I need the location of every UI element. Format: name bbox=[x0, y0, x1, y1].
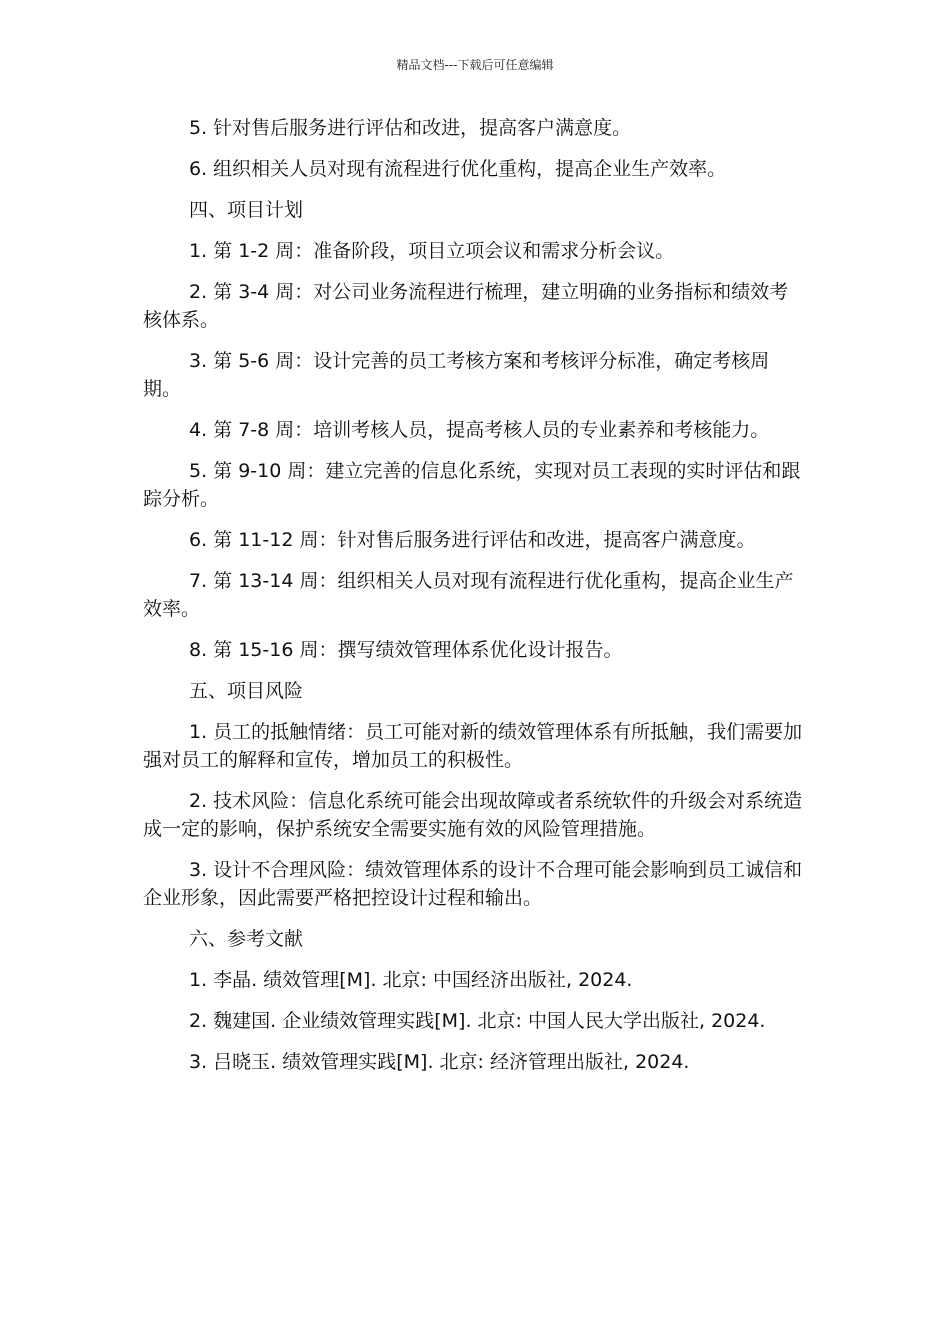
list-item-after-sales: 5. 针对售后服务进行评估和改进，提高客户满意度。 bbox=[189, 117, 632, 139]
plan-item-week-1-2: 1. 第 1-2 周：准备阶段，项目立项会议和需求分析会议。 bbox=[189, 240, 675, 262]
risk-item-design: 3. 设计不合理风险：绩效管理体系的设计不合理可能会影响到员工诚信和企业形象，因此需要严格把控设计过程和输出。 bbox=[143, 859, 803, 909]
reference-item-3: 3. 吕晓玉. 绩效管理实践[M]. 北京: 经济管理出版社, 2024. bbox=[189, 1051, 690, 1073]
plan-item-week-9-10: 5. 第 9-10 周：建立完善的信息化系统，实现对员工表现的实时评估和跟踪分析。 bbox=[143, 460, 801, 510]
section-heading-project-risk: 五、项目风险 bbox=[189, 680, 304, 702]
plan-item-week-13-14: 7. 第 13-14 周：组织相关人员对现有流程进行优化重构，提高企业生产效率。 bbox=[143, 570, 794, 620]
reference-item-2: 2. 魏建国. 企业绩效管理实践[M]. 北京: 中国人民大学出版社, 2024. bbox=[189, 1010, 766, 1032]
list-item-process-optimization: 6. 组织相关人员对现有流程进行优化重构，提高企业生产效率。 bbox=[189, 158, 727, 180]
section-heading-references: 六、参考文献 bbox=[189, 928, 304, 950]
reference-item-1: 1. 李晶. 绩效管理[M]. 北京: 中国经济出版社, 2024. bbox=[189, 969, 633, 991]
plan-item-week-7-8: 4. 第 7-8 周：培训考核人员，提高考核人员的专业素养和考核能力。 bbox=[189, 419, 770, 441]
page-header: 精品文档---下载后可任意编辑 bbox=[396, 58, 554, 72]
plan-item-week-5-6: 3. 第 5-6 周：设计完善的员工考核方案和考核评分标准，确定考核周期。 bbox=[143, 350, 770, 400]
plan-item-week-15-16: 8. 第 15-16 周：撰写绩效管理体系优化设计报告。 bbox=[189, 639, 623, 661]
plan-item-week-3-4: 2. 第 3-4 周：对公司业务流程进行梳理，建立明确的业务指标和绩效考核体系。 bbox=[143, 281, 789, 331]
risk-item-employee-resistance: 1. 员工的抵触情绪：员工可能对新的绩效管理体系有所抵触，我们需要加强对员工的解释和宣传，增加员工的积极性。 bbox=[143, 721, 803, 771]
risk-item-technical: 2. 技术风险：信息化系统可能会出现故障或者系统软件的升级会对系统造成一定的影响，保护系统安全需要实施有效的风险管理措施。 bbox=[143, 790, 803, 840]
plan-item-week-11-12: 6. 第 11-12 周：针对售后服务进行评估和改进，提高客户满意度。 bbox=[189, 529, 756, 551]
document-body bbox=[143, 114, 807, 1089]
section-heading-project-plan: 四、项目计划 bbox=[189, 199, 304, 221]
